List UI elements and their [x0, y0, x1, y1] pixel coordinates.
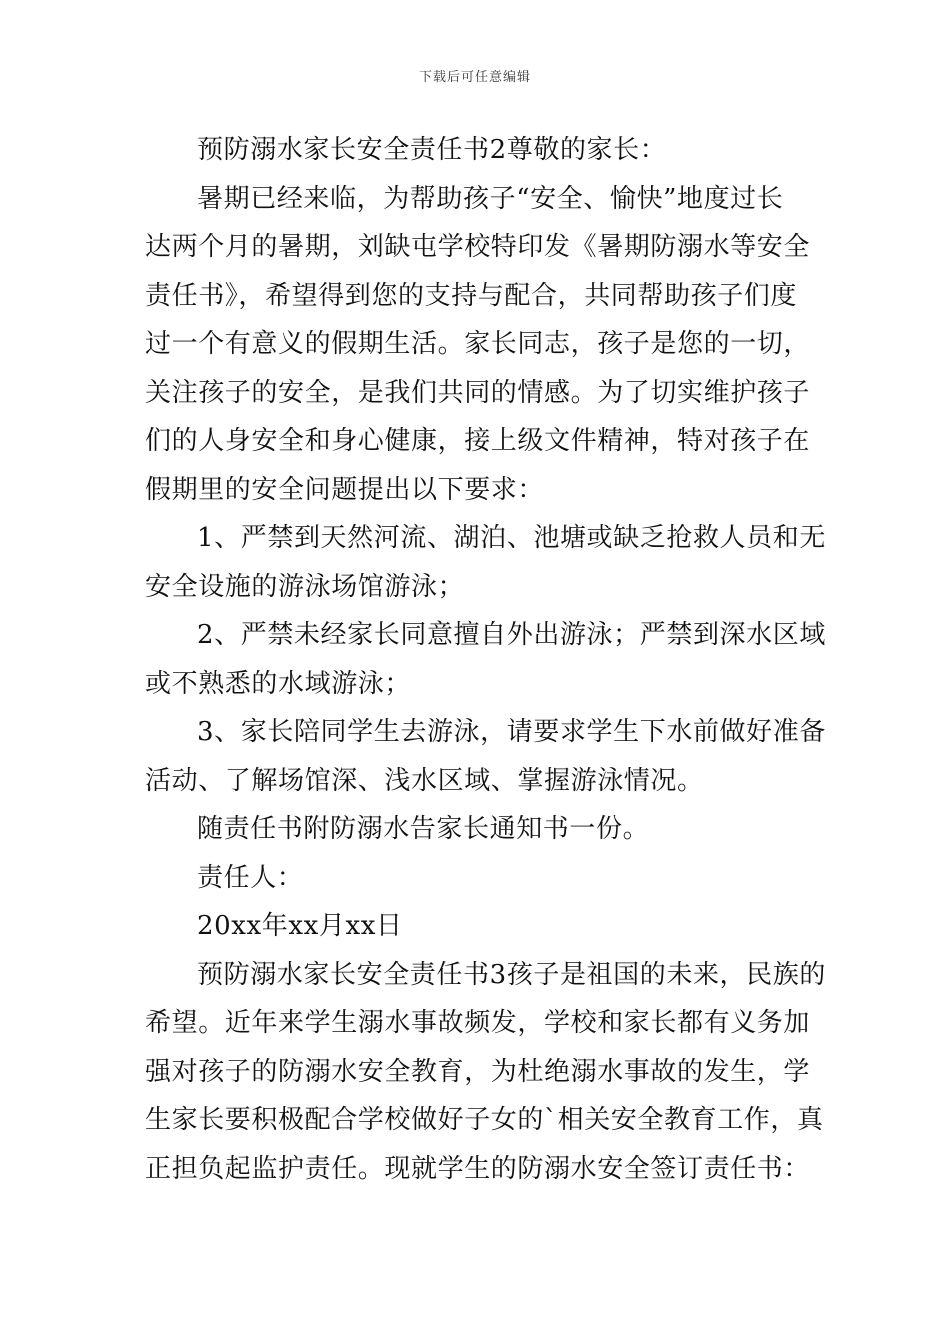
text-line: 假期里的安全问题提出以下要求：	[145, 474, 545, 505]
text-line: 正担负起监护责任。现就学生的防溺水安全签订责任书：	[145, 1153, 811, 1184]
paragraph-date	[145, 902, 807, 951]
paragraph-rule-3	[145, 708, 826, 805]
paragraph-attachment	[145, 805, 807, 854]
paragraph-title-2	[145, 126, 807, 175]
text-line: 3、家长陪同学生去游泳，请要求学生下水前做好准备	[197, 717, 826, 747]
text-line: 责任人：	[197, 862, 304, 893]
text-line: 活动、了解场馆深、浅水区域、掌握游泳情况。	[145, 765, 704, 796]
text-line: 希望。近年来学生溺水事故频发，学校和家长都有义务加	[145, 1008, 811, 1038]
text-line: 关注孩子的安全，是我们共同的情感。为了切实维护孩子	[145, 377, 811, 408]
text-line: 预防溺水家长安全责任书2尊敬的家长：	[197, 135, 667, 165]
text-line: 1、严禁到天然河流、湖泊、池塘或缺乏抢救人员和无	[197, 523, 826, 553]
text-line: 过一个有意义的假期生活。家长同志，孩子是您的一切，	[145, 329, 811, 359]
text-line: 责任书》，希望得到您的支持与配合，共同帮助孩子们度	[145, 280, 798, 311]
text-line: 20xx年xx月xx日	[197, 911, 403, 941]
paragraph-responsible-person	[145, 854, 807, 903]
text-line: 们的人身安全和身心健康，接上级文件精神，特对孩子在	[145, 426, 811, 456]
paragraph-title-3	[145, 951, 826, 1194]
text-line: 安全设施的游泳场馆游泳；	[145, 571, 465, 602]
text-line: 强对孩子的防溺水安全教育，为杜绝溺水事故的发生，学	[145, 1056, 811, 1087]
text-line: 达两个月的暑期，刘缺屯学校特印发《暑期防溺水等安全	[145, 232, 811, 262]
paragraph-rule-2	[145, 611, 826, 708]
paragraph-intro	[145, 175, 811, 515]
paragraph-rule-1	[145, 514, 826, 611]
text-line: 生家长要积极配合学校做好子女的`相关安全教育工作，真	[145, 1105, 824, 1135]
text-line: 2、严禁未经家长同意擅自外出游泳；严禁到深水区域	[197, 620, 826, 650]
text-line: 或不熟悉的水域游泳；	[145, 668, 412, 699]
text-line: 暑期已经来临，为帮助孩子“安全、愉快”地度过长	[197, 183, 784, 214]
text-line: 随责任书附防溺水告家长通知书一份。	[197, 814, 650, 844]
text-line: 预防溺水家长安全责任书3孩子是祖国的未来，民族的	[197, 959, 826, 990]
header-note: 下载后可任意编辑	[418, 70, 531, 85]
document-body	[145, 126, 826, 1193]
